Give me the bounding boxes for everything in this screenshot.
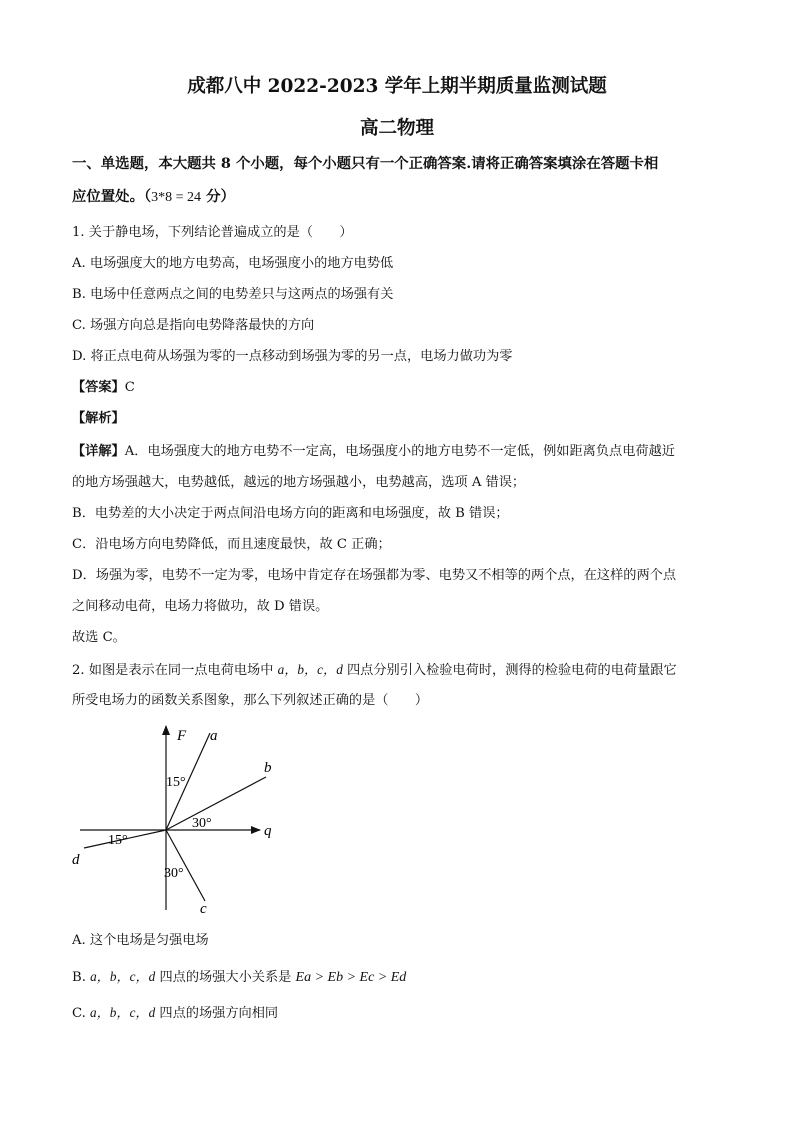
q1-option-b: B. 电场中任意两点之间的电势差只与这两点的场强有关 xyxy=(72,287,394,302)
q2-stem-line1: 2. 如图是表示在同一点电荷电场中 a，b，c，d 四点分别引入检验电荷时，测得的检验电荷的电荷量跟它 xyxy=(72,662,677,678)
exam-title: 成都八中 2022-2023 学年上期半期质量监测试题 xyxy=(187,76,607,97)
angle-label-b: 30° xyxy=(192,816,212,831)
section-heading-line2: 应位置处。（3*8 = 24 分） xyxy=(72,188,235,205)
q2-variables: a，b，c，d xyxy=(277,662,343,677)
axis-label-q: q xyxy=(264,823,272,839)
subject-title: 高二物理 xyxy=(359,118,434,139)
q1-detail-line6: 之间移动电荷，电场力将做功，故 D 错误。 xyxy=(72,599,329,614)
q1-option-d: D. 将正点电荷从场强为零的一点移动到场强为零的另一点，电场力做功为零 xyxy=(72,349,513,364)
angle-label-a: 15° xyxy=(166,775,186,790)
q2-option-a: A. 这个电场是匀强电场 xyxy=(72,933,209,948)
label-d: d xyxy=(72,852,80,868)
q2-option-c: C. a，b，c，d 四点的场强方向相同 xyxy=(72,1005,279,1021)
angle-label-c: 30° xyxy=(164,866,184,881)
q2-stem-line2: 所受电场力的函数关系图象，那么下列叙述正确的是（ ） xyxy=(72,693,429,708)
q1-option-c: C. 场强方向总是指向电势降落最快的方向 xyxy=(72,318,315,333)
q1-detail-line2: 的地方场强越大，电势越低，越远的地方场强越小，电势越高，选项 A 错误； xyxy=(72,475,526,490)
label-b: b xyxy=(264,760,272,776)
q1-stem: 1. 关于静电场，下列结论普遍成立的是（ ） xyxy=(72,225,353,240)
section-heading-line1: 一、单选题，本大题共 8 个小题，每个小题只有一个正确答案.请将正确答案填涂在答题卡相 xyxy=(72,155,659,172)
answer-label: 【答案】 xyxy=(72,380,125,395)
detail-label: 【详解】 xyxy=(72,444,125,459)
angle-label-d: 15° xyxy=(108,833,128,848)
q1-detail-line4: C．沿电场方向电势降低，而且速度最快，故 C 正确； xyxy=(72,537,391,552)
q1-conclusion: 故选 C。 xyxy=(72,630,126,645)
q1-detail-line1: 【详解】A．电场强度大的地方电势不一定高，电场强度小的地方电势不一定低，例如距离负点电荷越近 xyxy=(72,444,675,459)
field-strength-relation: Ea > Eb > Ec > Ed xyxy=(295,970,407,985)
axis-label-f: F xyxy=(177,728,187,744)
label-c: c xyxy=(200,901,207,917)
answer-value: C xyxy=(124,380,135,395)
q2-figure xyxy=(60,720,300,920)
score-formula: 3*8 = 24 xyxy=(151,190,202,205)
q1-detail-line5: D．场强为零，电势不一定为零，电场中肯定存在场强都为零、电势又不相等的两个点，在这样的两个点 xyxy=(72,568,677,583)
q1-answer xyxy=(72,379,135,397)
q2-option-b: B. a，b，c，d 四点的场强大小关系是 Ea > Eb > Ec > Ed xyxy=(72,969,407,985)
q1-detail-line3: B．电势差的大小决定于两点间沿电场方向的距离和电场强度，故 B 错误； xyxy=(72,506,509,521)
q1-analysis-label: 【解析】 xyxy=(72,411,125,426)
q1-option-a: A. 电场强度大的地方电势高，电场强度小的地方电势低 xyxy=(72,256,394,271)
label-a: a xyxy=(210,728,218,744)
